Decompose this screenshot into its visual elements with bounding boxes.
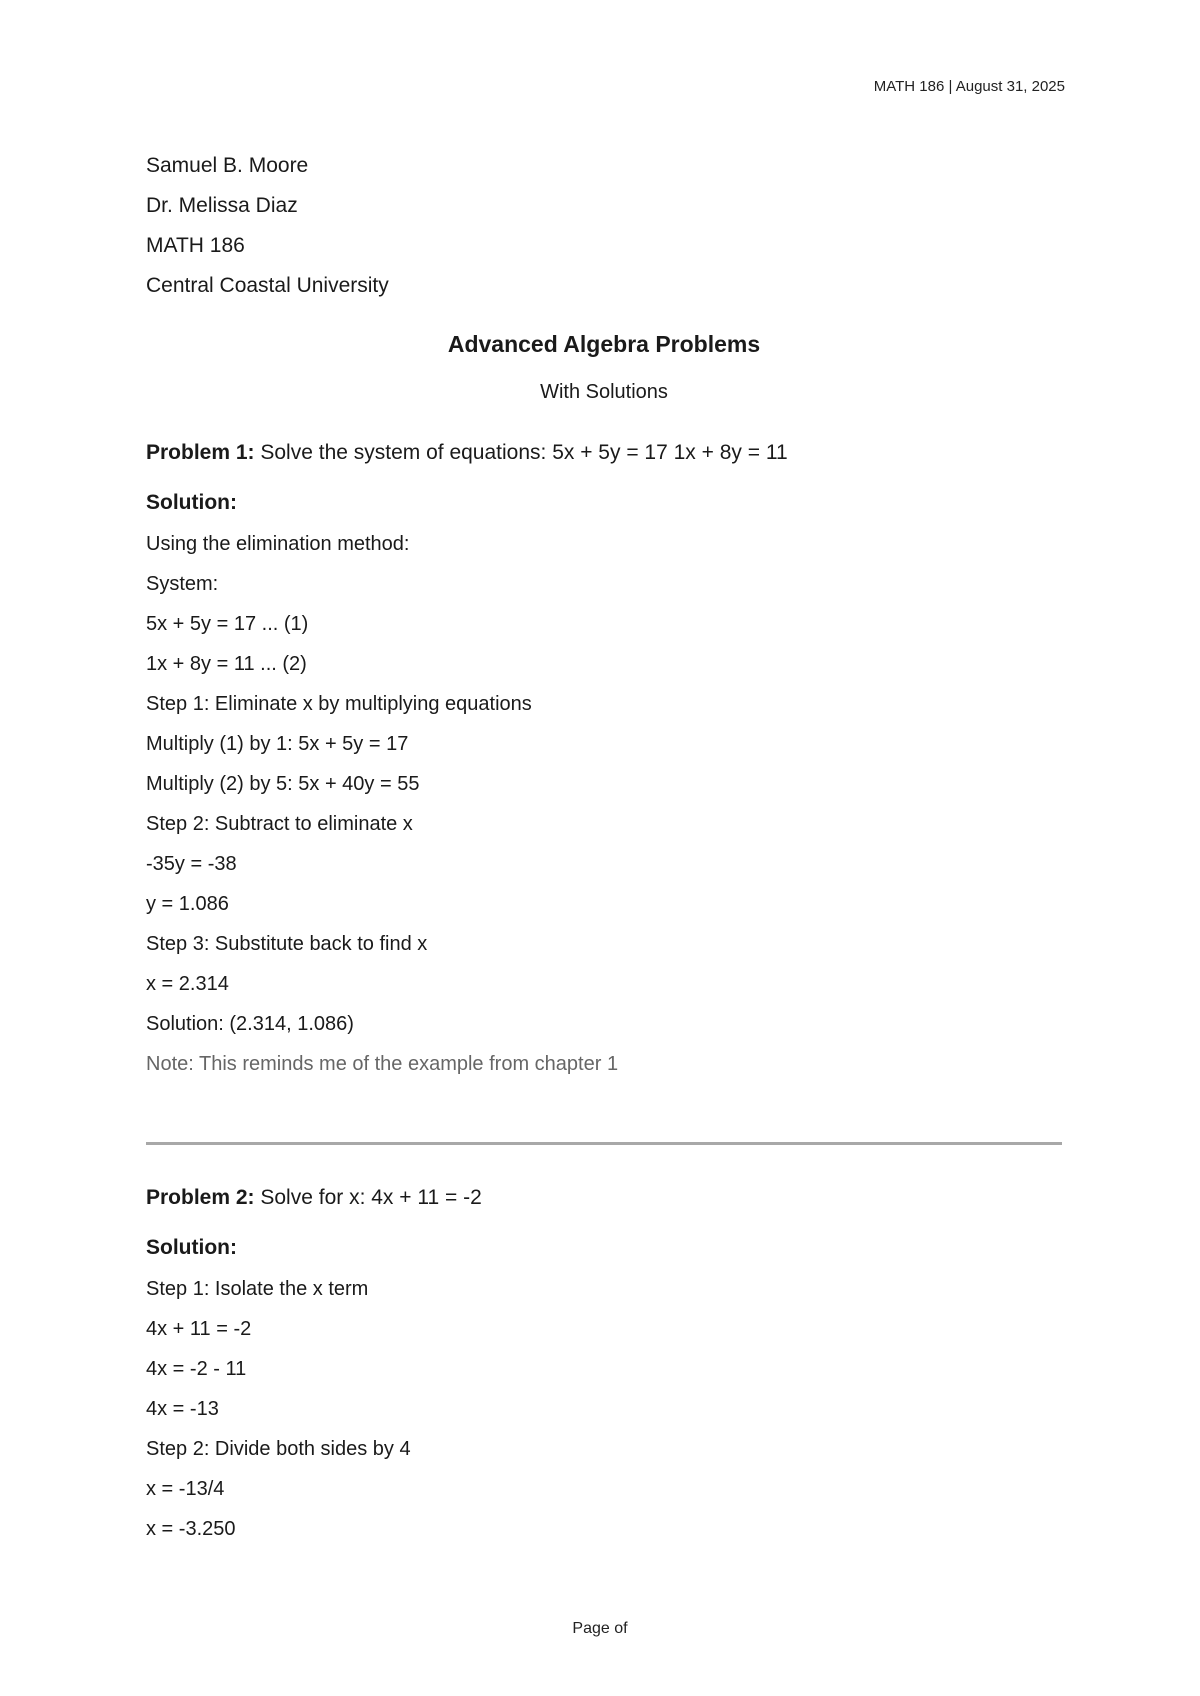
solution-step: Step 2: Subtract to eliminate x [146,813,413,835]
page-footer: Page of [572,1620,628,1637]
course-name: MATH 186 [146,234,245,257]
running-header: MATH 186 | August 31, 2025 [873,78,1065,95]
solution-step: Step 1: Isolate the x term [146,1278,369,1300]
solution-step: 5x + 5y = 17 ... (1) [146,613,309,635]
document-subtitle: With Solutions [540,381,668,403]
solution-step: x = -13/4 [146,1478,225,1500]
solution-step: y = 1.086 [146,893,229,915]
section-divider [146,1142,1062,1145]
problem-1-statement: Solve the system of equations: 5x + 5y = 17 1x + 8y = 11 [254,441,788,464]
solution-step: Using the elimination method: [146,533,410,555]
institution-name: Central Coastal University [146,274,389,297]
document-body [146,146,1062,1549]
document-title: Advanced Algebra Problems [447,331,761,357]
problem-2-statement: Solve for x: 4x + 11 = -2 [254,1186,482,1209]
solution-step: 4x = -13 [146,1398,219,1420]
solution-step: System: [146,573,219,595]
problem-1-heading [146,438,1062,468]
problem-2-label: Problem 2: [146,1186,255,1209]
solution-step: Step 2: Divide both sides by 4 [146,1438,411,1460]
problem-2-solution-label: Solution: [146,1236,237,1259]
solution-step: Step 3: Substitute back to find x [146,933,428,955]
problem-1-label: Problem 1: [146,441,255,464]
solution-step: x = 2.314 [146,973,229,995]
solution-step: Multiply (2) by 5: 5x + 40y = 55 [146,773,420,795]
solution-step: Step 1: Eliminate x by multiplying equations [146,693,532,715]
problem-1-solution-label: Solution: [146,491,237,514]
instructor-name: Dr. Melissa Diaz [146,194,298,217]
problem-2-steps [146,1269,1062,1549]
solution-step: 4x + 11 = -2 [146,1318,252,1340]
author-block [146,146,1062,306]
solution-step: 1x + 8y = 11 ... (2) [146,653,307,675]
solution-step: -35y = -38 [146,853,237,875]
problem-1-note: Note: This reminds me of the example from chapter 1 [146,1053,619,1075]
solution-step: 4x = -2 - 11 [146,1358,247,1380]
solution-step: Solution: (2.314, 1.086) [146,1013,354,1035]
problem-1-steps [146,524,1062,1084]
student-name: Samuel B. Moore [146,154,309,177]
problem-2-heading [146,1183,1062,1213]
solution-step: Multiply (1) by 1: 5x + 5y = 17 [146,733,409,755]
solution-step: x = -3.250 [146,1518,236,1540]
